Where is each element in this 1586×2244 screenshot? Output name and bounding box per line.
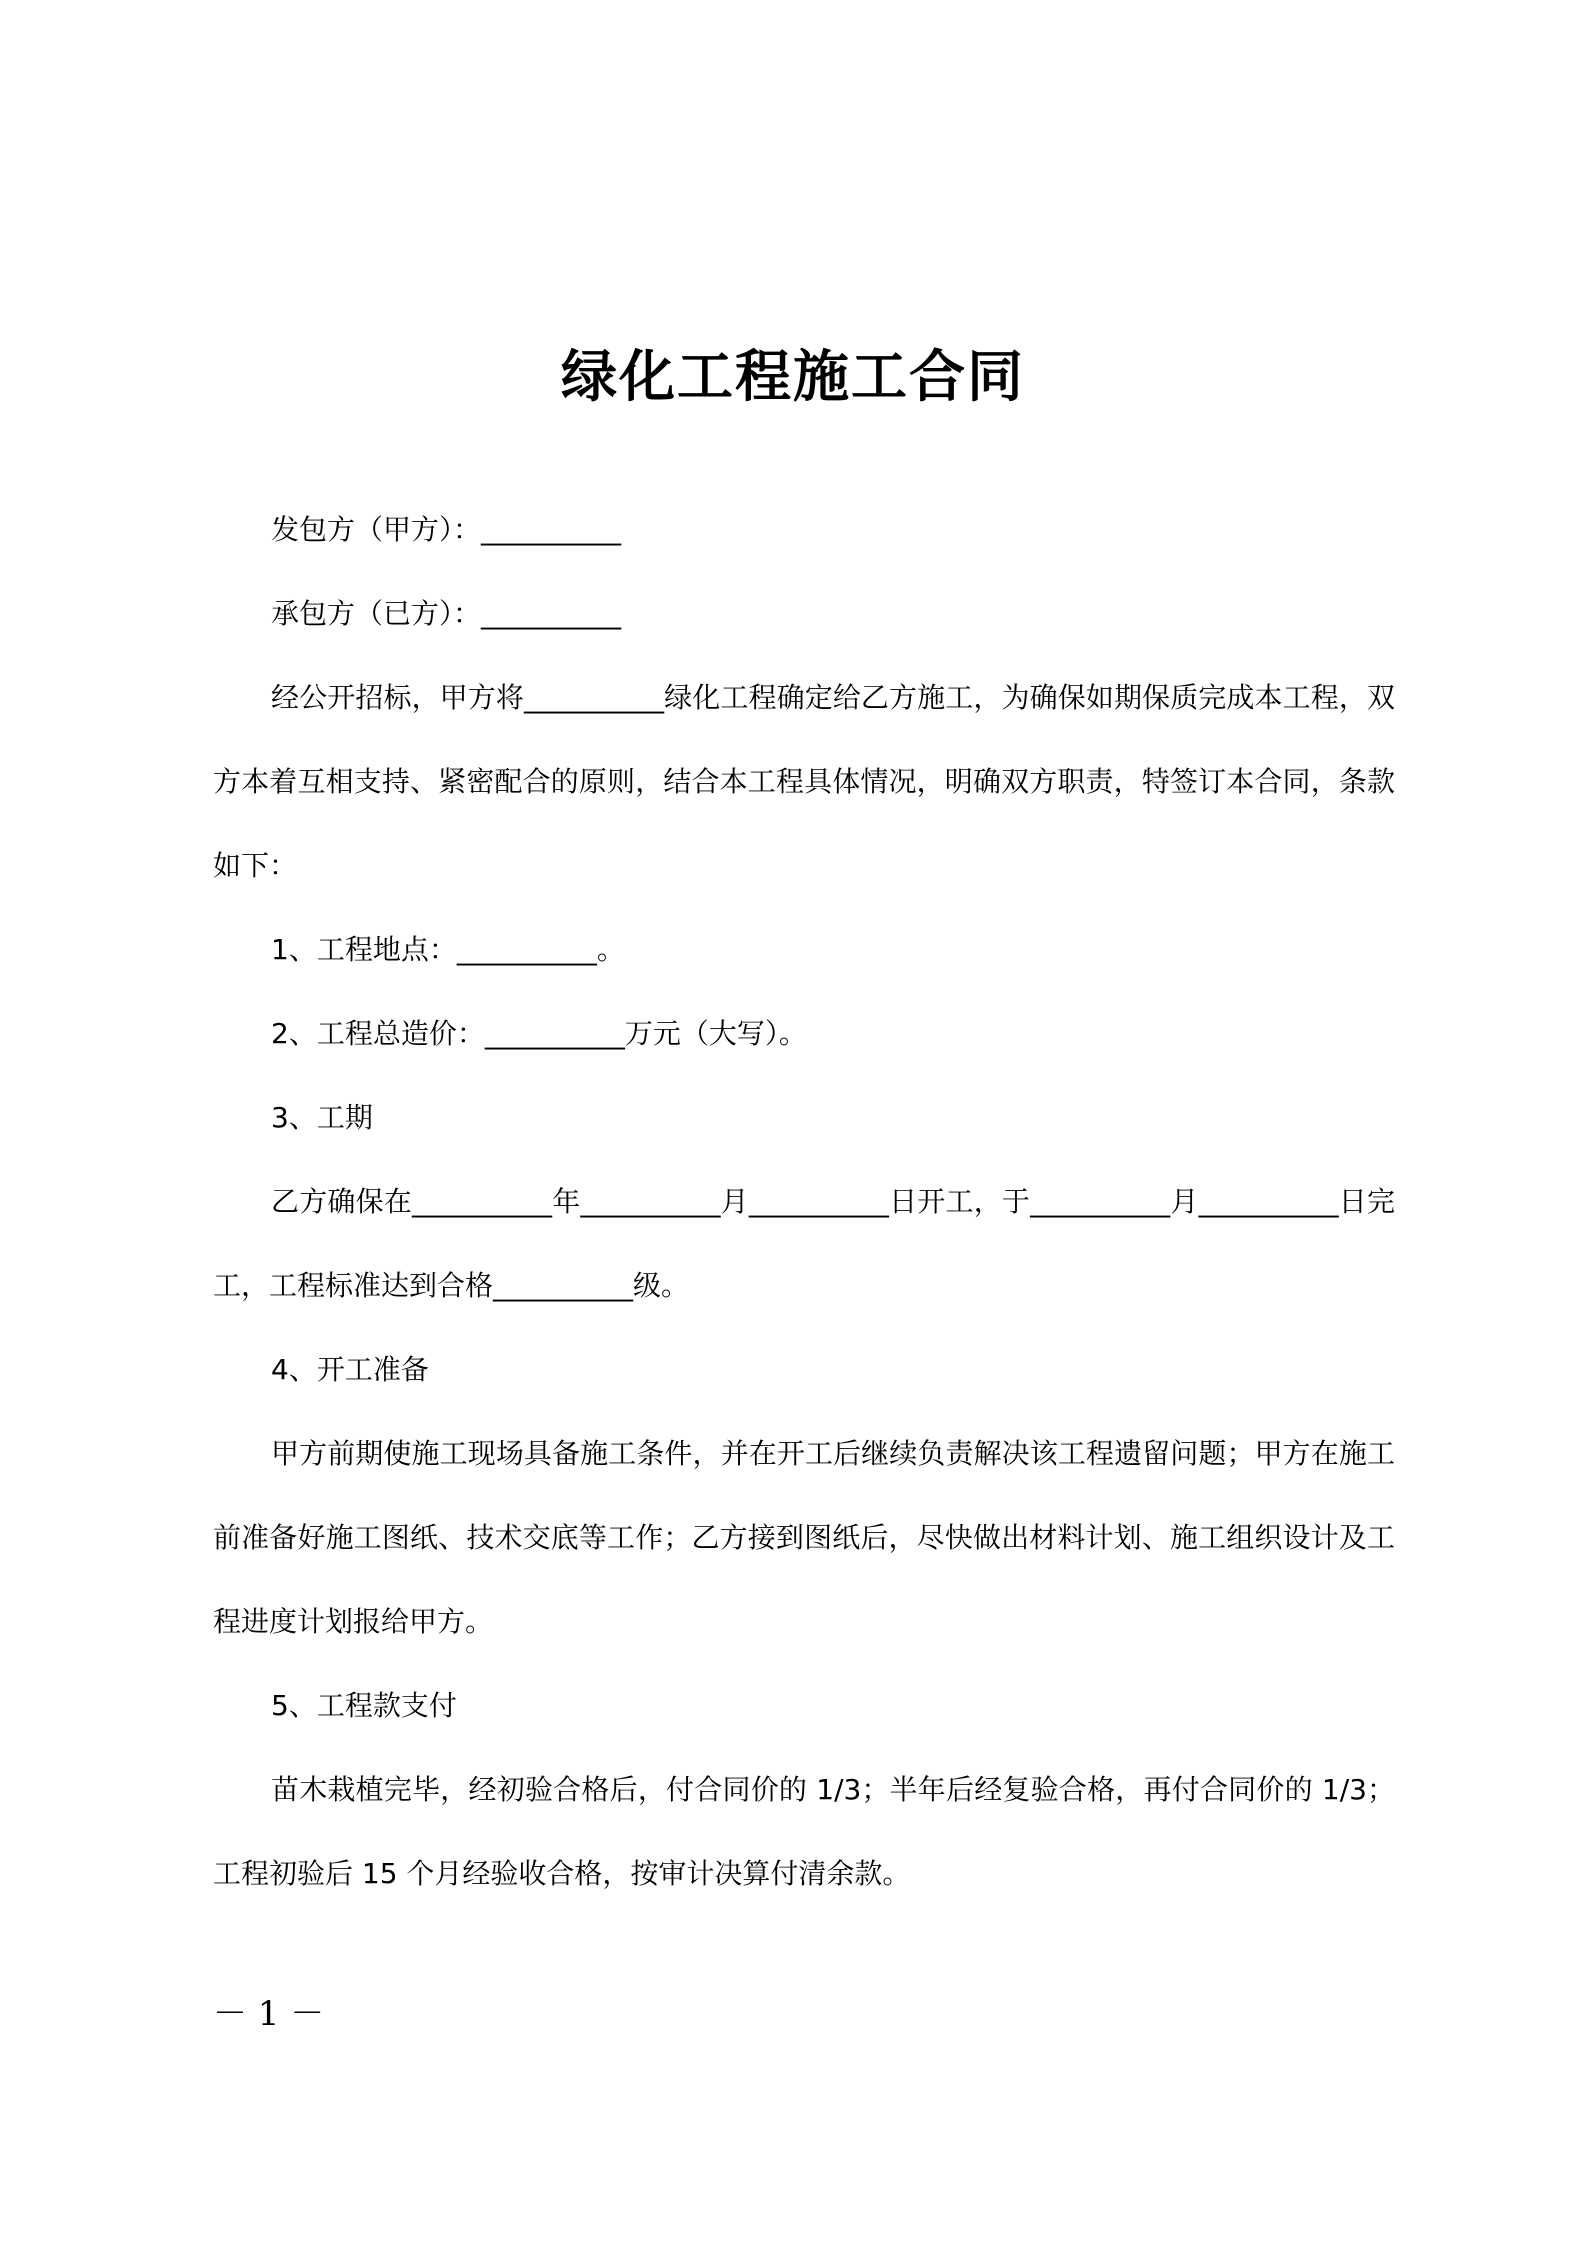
- page-number: － 1 －: [213, 1994, 325, 2034]
- intro-line-3: 如下：: [213, 849, 298, 882]
- clause-4-line-1: 甲方前期使施工现场具备施工条件，并在开工后继续负责解决该工程遗留问题；甲方在施工: [271, 1437, 1395, 1470]
- clause-3-line-2: 工，工程标准达到合格__________级。: [213, 1269, 690, 1302]
- intro-line-1: 经公开招标，甲方将__________绿化工程确定给乙方施工，为确保如期保质完成本工程，双: [271, 681, 1395, 714]
- party-a-line: 发包方（甲方）：__________: [271, 513, 622, 546]
- clause-5-line-1: 苗木栽植完毕，经初验合格后，付合同价的 1/3；半年后经复验合格，再付合同价的 1/3；: [271, 1773, 1395, 1806]
- clause-3-heading: 3、工期: [271, 1101, 373, 1134]
- clause-4-line-3: 程进度计划报给甲方。: [213, 1605, 494, 1638]
- clause-4-line-2: 前准备好施工图纸、技术交底等工作；乙方接到图纸后，尽快做出材料计划、施工组织设计及工: [213, 1521, 1395, 1554]
- clause-5-heading: 5、工程款支付: [271, 1689, 457, 1722]
- party-b-line: 承包方（已方）：__________: [271, 597, 622, 630]
- clause-1: 1、工程地点：__________。: [271, 933, 625, 966]
- document-title: 绿化工程施工合同: [561, 345, 1025, 410]
- clause-4-heading: 4、开工准备: [271, 1353, 429, 1386]
- clause-3-line-1: 乙方确保在__________年__________月__________日开工，于__________月__________日完: [271, 1185, 1395, 1218]
- clause-2: 2、工程总造价：__________万元（大写）。: [271, 1017, 807, 1050]
- clause-5-line-2: 工程初验后 15 个月经验收合格，按审计决算付清余款。: [213, 1857, 911, 1890]
- intro-line-2: 方本着互相支持、紧密配合的原则，结合本工程具体情况，明确双方职责，特签订本合同，条款: [213, 765, 1395, 798]
